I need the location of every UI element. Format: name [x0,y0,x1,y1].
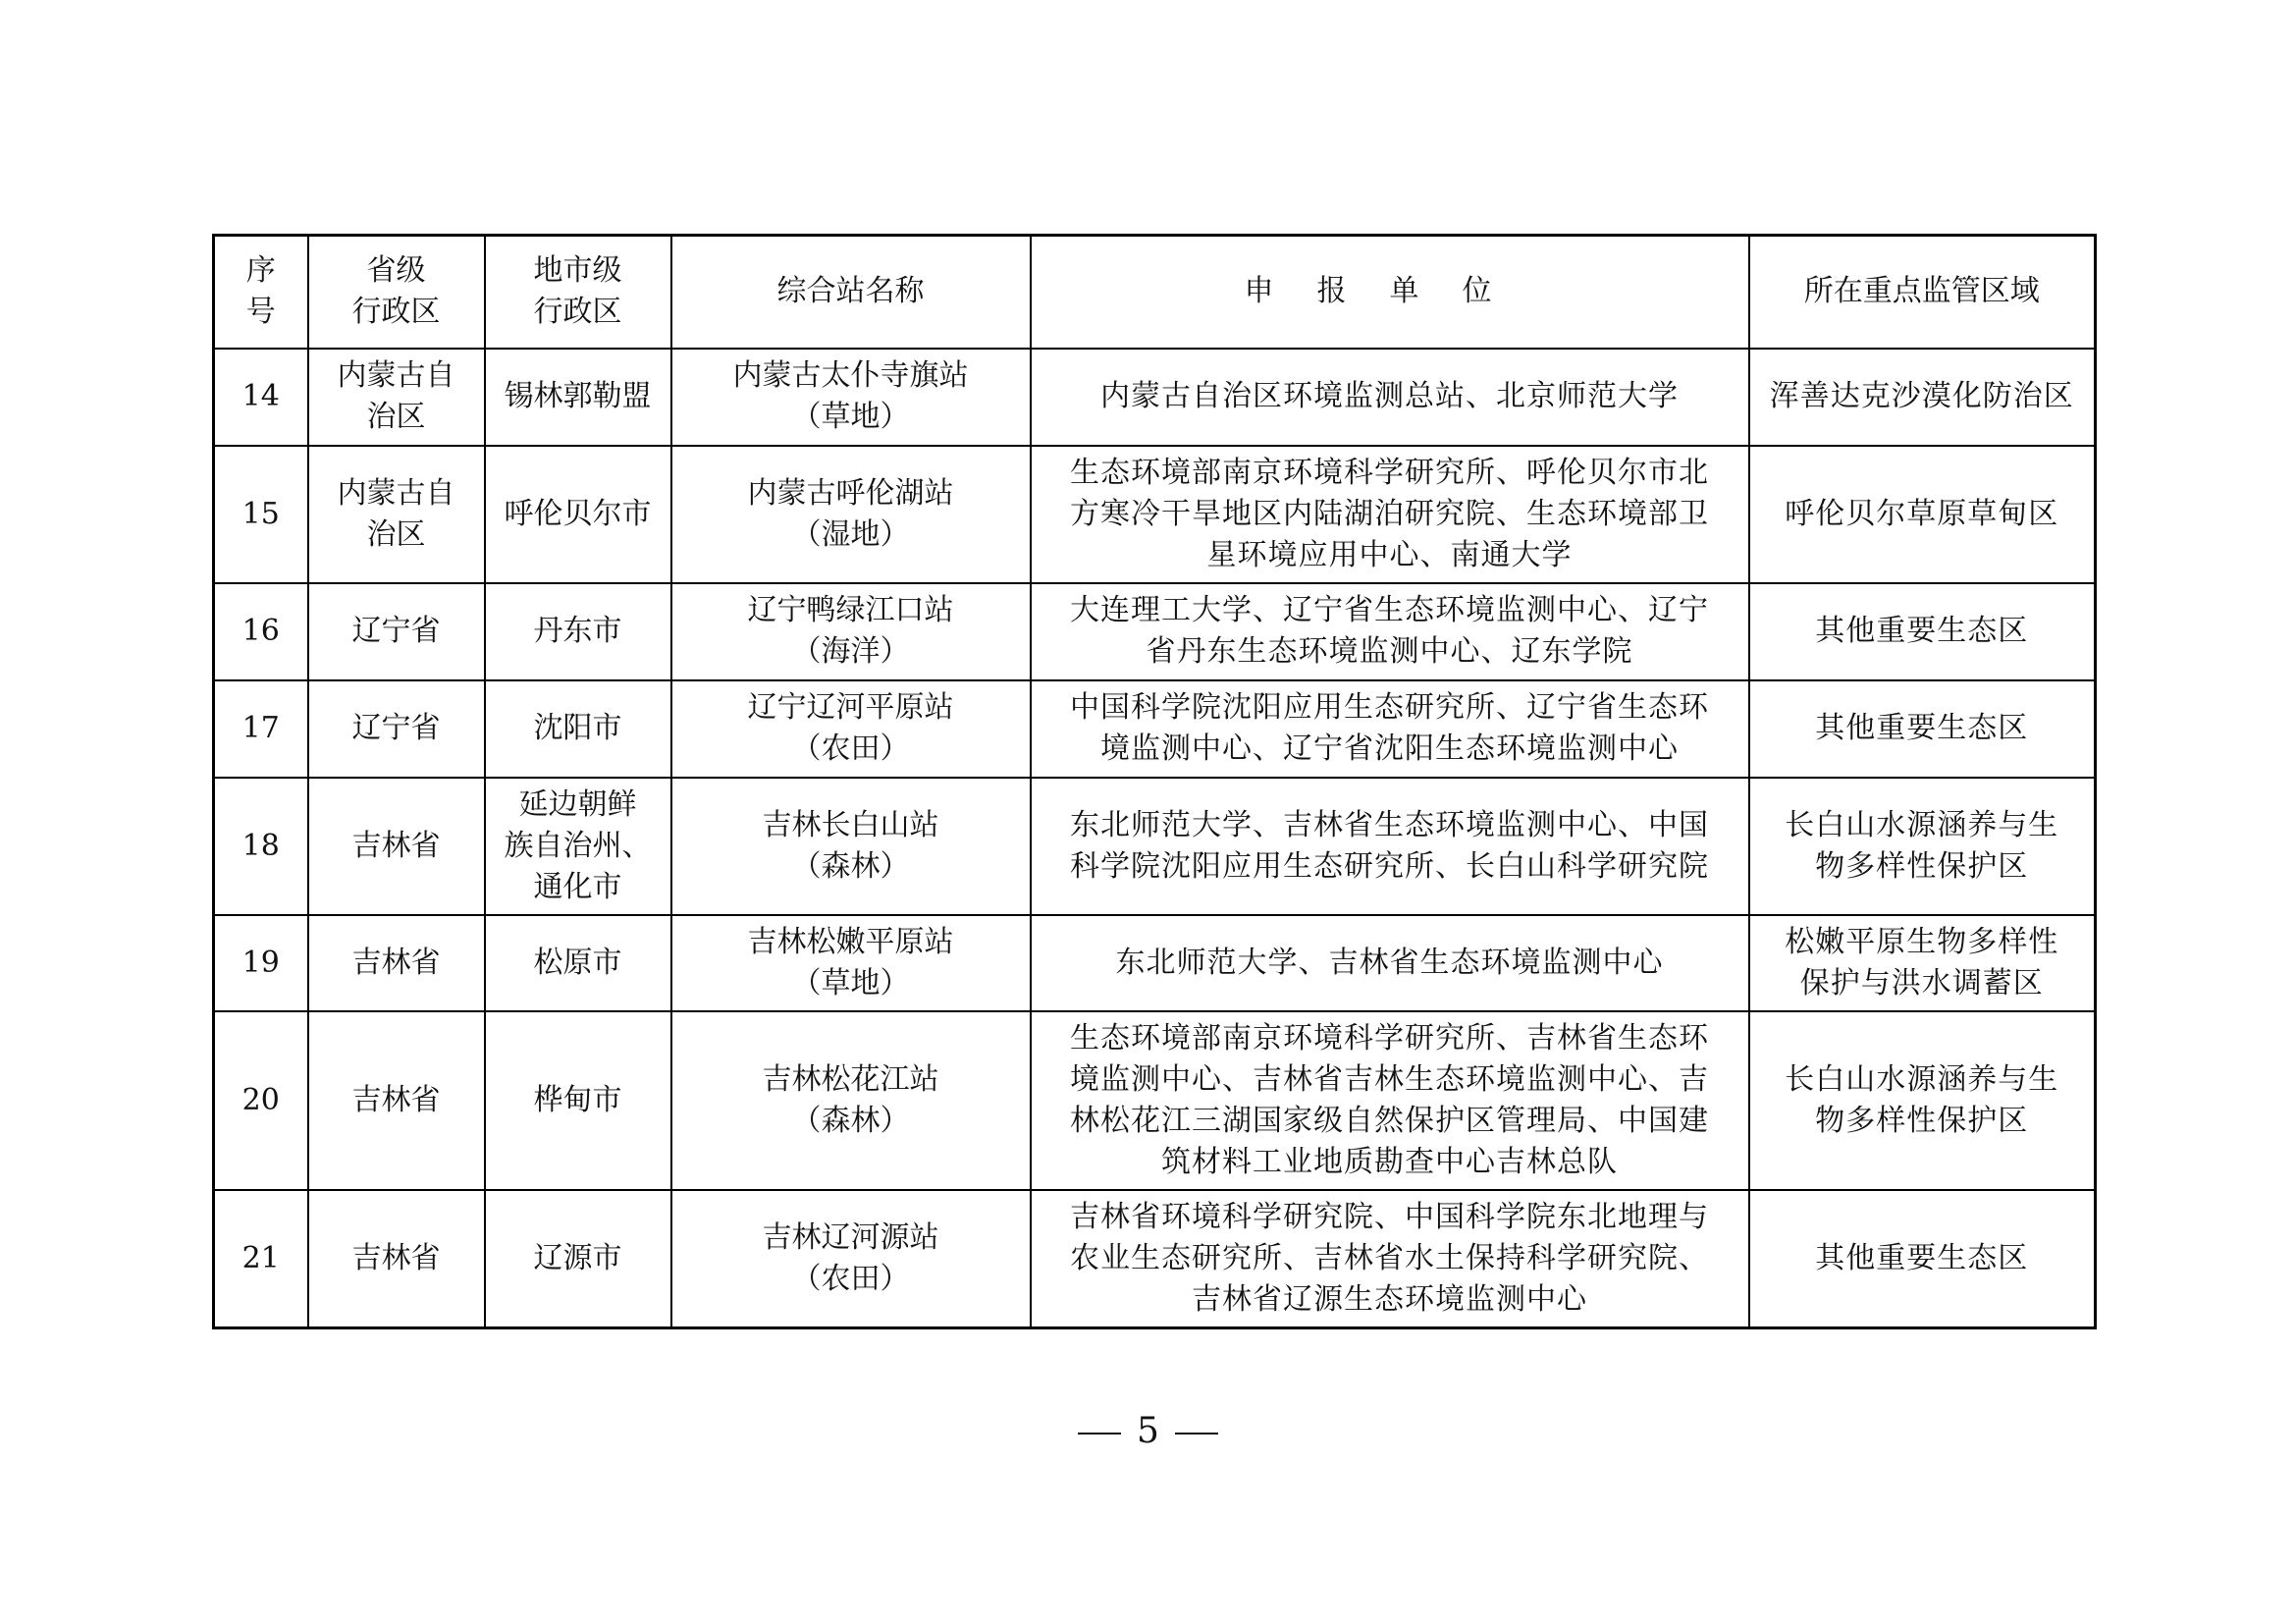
station-name: 吉林长白山站 [762,807,939,842]
cell-city [485,446,671,583]
cell-unit [1031,1190,1749,1328]
cell-city [485,1190,671,1328]
cell-city [485,583,671,680]
region-line: 保护与洪水调蓄区 [1799,965,2044,1001]
city-line: 呼伦贝尔市 [504,496,652,531]
station-name: 吉林松花江站 [762,1061,939,1097]
province-line: 吉林省 [351,945,441,980]
cell-station [671,446,1031,583]
header-station: 综合站名称 [671,236,1031,349]
province-line: 辽宁省 [351,711,441,745]
cell-no: 21 [214,1190,308,1328]
region-line: 浑善达克沙漠化防治区 [1769,379,2074,413]
station-name: 内蒙古呼伦湖站 [747,475,954,511]
city-line: 桦甸市 [533,1082,622,1117]
province-line: 吉林省 [351,828,441,863]
unit-line: 境监测中心、吉林省吉林生态环境监测中心、吉 [1070,1061,1709,1097]
unit-line: 吉林省辽源生态环境监测中心 [1192,1281,1587,1317]
unit-line: 东北师范大学、吉林省生态环境监测中心 [1115,945,1664,980]
city-line: 通化市 [533,869,622,904]
cell-no: 15 [214,446,308,583]
page-number [0,1410,2296,1453]
station-type: （海洋） [791,634,910,669]
region-line: 物多样性保护区 [1815,848,2029,884]
page-number-right-dash [1175,1433,1218,1435]
cell-unit [1031,915,1749,1011]
region-line: 长白山水源涵养与生 [1785,1061,2059,1097]
province-line: 吉林省 [351,1240,441,1275]
table-row [214,349,2096,446]
cell-province [308,349,485,446]
cell-unit [1031,778,1749,915]
cell-station [671,1011,1031,1190]
header-unit: 申报单位 [1031,236,1749,349]
province-line: 治区 [366,516,426,552]
province-line: 吉林省 [351,1082,441,1117]
station-name: 内蒙古太仆寺旗站 [732,358,969,393]
city-line: 沈阳市 [533,711,622,745]
unit-line: 星环境应用中心、南通大学 [1206,537,1573,572]
unit-line: 省丹东生态环境监测中心、辽东学院 [1146,634,1633,669]
cell-station [671,583,1031,680]
cell-unit [1031,446,1749,583]
unit-line: 内蒙古自治区环境监测总站、北京师范大学 [1100,379,1679,413]
unit-line: 大连理工大学、辽宁省生态环境监测中心、辽宁 [1070,593,1709,627]
station-type: （森林） [791,1103,910,1138]
cell-unit [1031,349,1749,446]
province-line: 治区 [366,400,426,434]
cell-province [308,446,485,583]
stations-table [212,234,2097,1329]
region-line: 物多样性保护区 [1815,1103,2029,1138]
table-row [214,680,2096,778]
cell-province [308,583,485,680]
cell-station [671,778,1031,915]
station-type: （森林） [791,848,910,884]
city-line: 族自治州、 [504,828,652,863]
cell-no: 14 [214,349,308,446]
region-line: 松嫩平原生物多样性 [1785,924,2059,959]
page-number-value: 5 [1137,1411,1159,1451]
cell-city [485,915,671,1011]
unit-line: 筑材料工业地质勘查中心吉林总队 [1161,1144,1618,1179]
header-region: 所在重点监管区域 [1749,236,2096,349]
unit-line: 东北师范大学、吉林省生态环境监测中心、中国 [1070,807,1709,842]
region-line: 长白山水源涵养与生 [1785,807,2059,842]
unit-line: 林松花江三湖国家级自然保护区管理局、中国建 [1070,1103,1709,1138]
city-line: 松原市 [533,945,622,980]
region-line: 其他重要生态区 [1815,711,2029,745]
table-row [214,915,2096,1011]
table-header-row [214,236,2096,349]
station-type: （草地） [791,965,910,1001]
table-row [214,1011,2096,1190]
city-line: 辽源市 [533,1240,622,1275]
cell-province [308,915,485,1011]
station-type: （农田） [791,731,910,766]
station-type: （草地） [791,400,910,434]
station-type: （农田） [791,1261,910,1296]
cell-station [671,680,1031,778]
cell-province [308,778,485,915]
unit-line: 生态环境部南京环境科学研究所、吉林省生态环 [1070,1020,1709,1056]
header-city: 地市级 行政区 [485,236,671,349]
station-type: （湿地） [791,516,910,552]
cell-unit [1031,680,1749,778]
cell-city [485,778,671,915]
header-province: 省级 行政区 [308,236,485,349]
cell-station [671,1190,1031,1328]
cell-unit [1031,583,1749,680]
province-line: 内蒙古自 [337,475,455,511]
header-no: 序 号 [214,236,308,349]
cell-no: 16 [214,583,308,680]
cell-no: 19 [214,915,308,1011]
city-line: 丹东市 [533,614,622,648]
unit-line: 农业生态研究所、吉林省水土保持科学研究院、 [1070,1240,1709,1275]
station-name: 吉林松嫩平原站 [747,924,954,959]
cell-province [308,680,485,778]
cell-station [671,349,1031,446]
province-line: 内蒙古自 [337,358,455,393]
table-row [214,1190,2096,1328]
cell-no: 17 [214,680,308,778]
cell-no: 20 [214,1011,308,1190]
cell-region [1749,680,2096,778]
cell-region [1749,446,2096,583]
province-line: 辽宁省 [351,614,441,648]
cell-province [308,1011,485,1190]
cell-region [1749,1011,2096,1190]
station-name: 辽宁鸭绿江口站 [747,593,954,627]
table-row [214,583,2096,680]
cell-province [308,1190,485,1328]
table-body [214,349,2096,1328]
unit-line: 生态环境部南京环境科学研究所、呼伦贝尔市北 [1070,455,1709,490]
station-name: 吉林辽河源站 [762,1219,939,1255]
unit-line: 方寒冷干旱地区内陆湖泊研究院、生态环境部卫 [1070,496,1709,531]
cell-city [485,349,671,446]
table-row [214,778,2096,915]
station-name: 辽宁辽河平原站 [747,690,954,725]
cell-station [671,915,1031,1011]
region-line: 呼伦贝尔草原草甸区 [1785,496,2059,531]
unit-line: 吉林省环境科学研究院、中国科学院东北地理与 [1070,1199,1709,1234]
region-line: 其他重要生态区 [1815,1240,2029,1275]
cell-city [485,680,671,778]
city-line: 锡林郭勒盟 [504,379,652,413]
cell-region [1749,583,2096,680]
cell-region [1749,778,2096,915]
cell-city [485,1011,671,1190]
unit-line: 境监测中心、辽宁省沈阳生态环境监测中心 [1100,731,1679,766]
cell-region [1749,915,2096,1011]
cell-region [1749,1190,2096,1328]
page-number-left-dash [1078,1433,1121,1435]
cell-unit [1031,1011,1749,1190]
cell-region [1749,349,2096,446]
unit-line: 中国科学院沈阳应用生态研究所、辽宁省生态环 [1070,690,1709,725]
unit-line: 科学院沈阳应用生态研究所、长白山科学研究院 [1070,848,1709,884]
region-line: 其他重要生态区 [1815,614,2029,648]
city-line: 延边朝鲜 [518,786,637,822]
table-row [214,446,2096,583]
cell-no: 18 [214,778,308,915]
